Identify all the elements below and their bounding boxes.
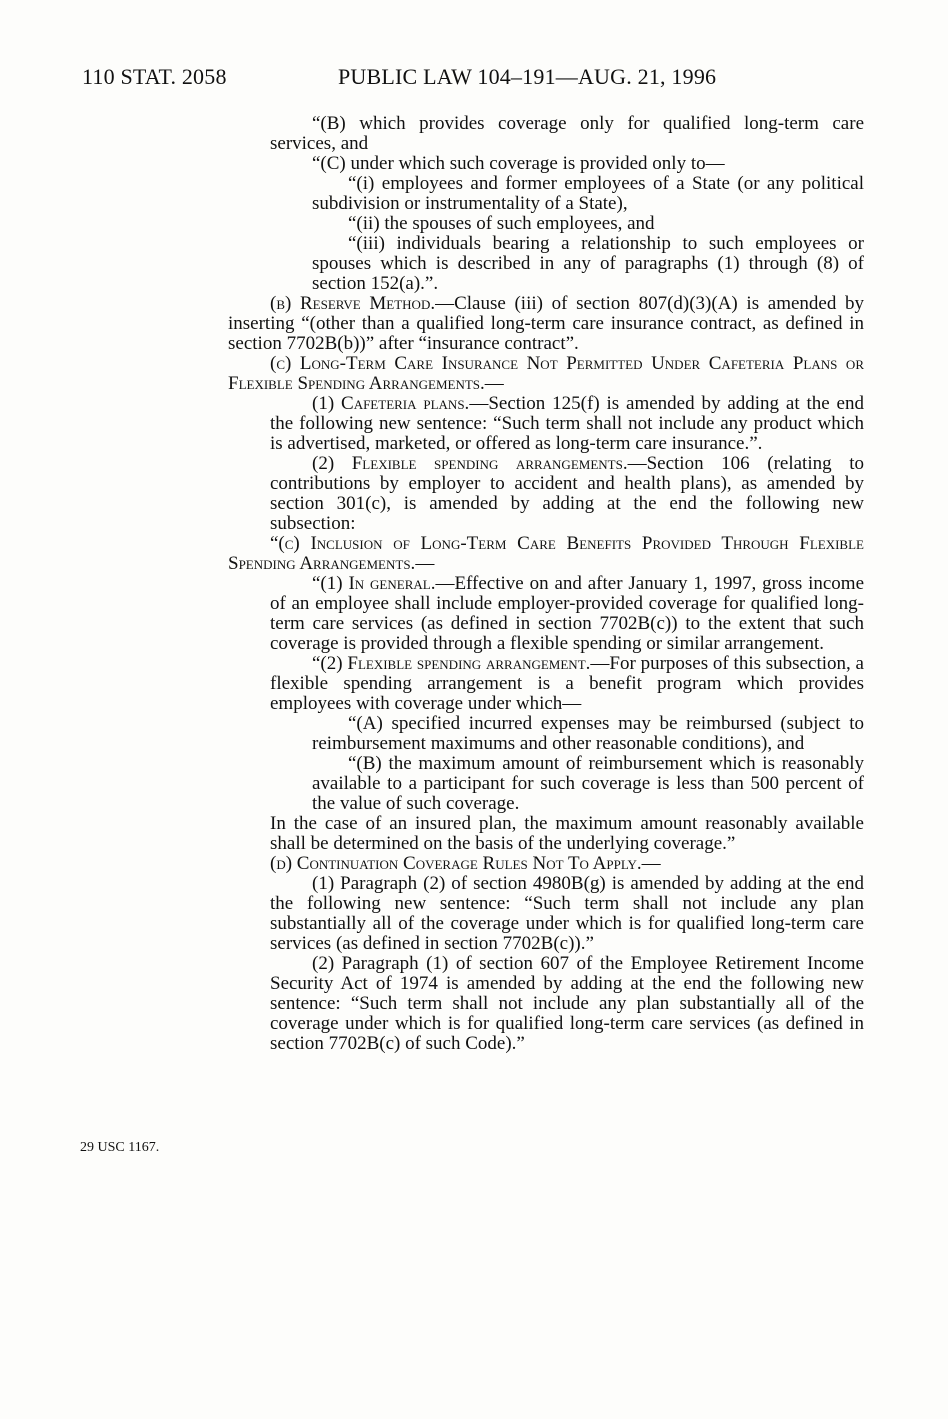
margin-citation: 29 USC 1167. [80,1140,160,1155]
fsa-definition-text: —For purposes of this subsection, a flexible spending arrangement is a benefit program which provides employees with coverage under which— [270,653,864,714]
statute-page-number: 110 STAT. 2058 [82,64,227,89]
insured-plan-sentence: In the case of an insured plan, the maximum amount reasonably available shall be determined on the basis of the underlying coverage.” [270,813,864,854]
paragraph-fsa-definition [228,654,864,714]
cafeteria-heading: (1) Cafeteria plans. [312,393,470,414]
law-title: PUBLIC LAW 104–191—AUG. 21, 1996 [338,64,717,89]
subsection-c-heading: (c) Long-Term Care Insurance Not Permitted Under Cafeteria Plans or Flexible Spending Arrangements. [228,353,864,394]
fsa-definition-heading: “(2) Flexible spending arrangement. [312,653,591,674]
new-subsection-c-text: — [415,553,435,574]
page-header [82,64,716,90]
flexible-heading: (2) Flexible spending arrangements. [312,453,628,474]
clause-i: “(i) employees and former employees of a State (or any political subdivision or instrumentality of a State), [312,173,864,214]
paragraph-1-cafeteria [228,394,864,454]
document-body [228,114,864,1054]
subsection-b-heading: (b) Reserve Method. [270,293,436,314]
cafeteria-text: —Section 125(f) is amended by adding at the end the following new sentence: “Such term shall not include any product which is advertised, marketed, or offered as long-term care insurance.”. [270,393,864,454]
subsection-b-text: —Clause (iii) of section 807(d)(3)(A) is amended by inserting “(other than a qualified long-term care insurance contract, as defined in section 7702B(b))” after “insurance contract”. [228,293,864,354]
in-general-text: —Effective on and after January 1, 1997, gross income of an employee shall include employer-provided coverage for qualified long-term care services (as defined in section 7702B(c)) to the extent that such coverage is provided through a flexible spending or similar arrangement. [270,573,864,654]
new-subsection-c-heading: “(c) Inclusion of Long-Term Care Benefits Provided Through Flexible Spending Arrangements. [228,533,864,574]
clause-ii: “(ii) the spouses of such employees, and [348,213,655,234]
paragraph-b: “(B) which provides coverage only for qualified long-term care services, and [270,113,864,154]
paragraph-c: “(C) under which such coverage is provided only to— [312,153,725,174]
in-general-heading: “(1) In general. [312,573,436,594]
subsection-d-heading: (d) Continuation Coverage Rules Not To Apply. [270,853,642,874]
clause-iii: “(iii) individuals bearing a relationship to such employees or spouses which is described in any of paragraphs (1) through (8) of section 152(a).”. [312,233,864,294]
subparagraph-a: “(A) specified incurred expenses may be reimbursed (subject to reimbursement maximums and other reasonable conditions), and [312,713,864,754]
subsection-b [228,294,864,354]
subsection-c [228,354,864,394]
paragraph-d1: (1) Paragraph (2) of section 4980B(g) is amended by adding at the end the following new sentence: “Such term shall not include any plan substantially all of the coverage under which is for qualified long-term care services (as defined in section 7702B(c)).” [270,873,864,954]
subsection-d-text: — [641,853,661,874]
subparagraph-b: “(B) the maximum amount of reimbursement which is reasonably available to a participant for such coverage is less than 500 percent of the value of such coverage. [312,753,864,814]
paragraph-2-flexible [228,454,864,534]
paragraph-in-general [228,574,864,654]
subsection-d [228,854,864,874]
new-subsection-c [228,534,864,574]
paragraph-d2: (2) Paragraph (1) of section 607 of the Employee Retirement Income Security Act of 1974 is amended by adding at the end the following new sentence: “Such term shall not include any plan substantially all of the coverage under which is for qualified long-term care services (as defined in section 7702B(c) of such Code).” [270,953,864,1054]
flexible-text: —Section 106 (relating to contributions by employer to accident and health plans), as amended by section 301(c), is amended by adding at the end the following new subsection: [270,453,864,534]
subsection-c-text: — [484,373,504,394]
